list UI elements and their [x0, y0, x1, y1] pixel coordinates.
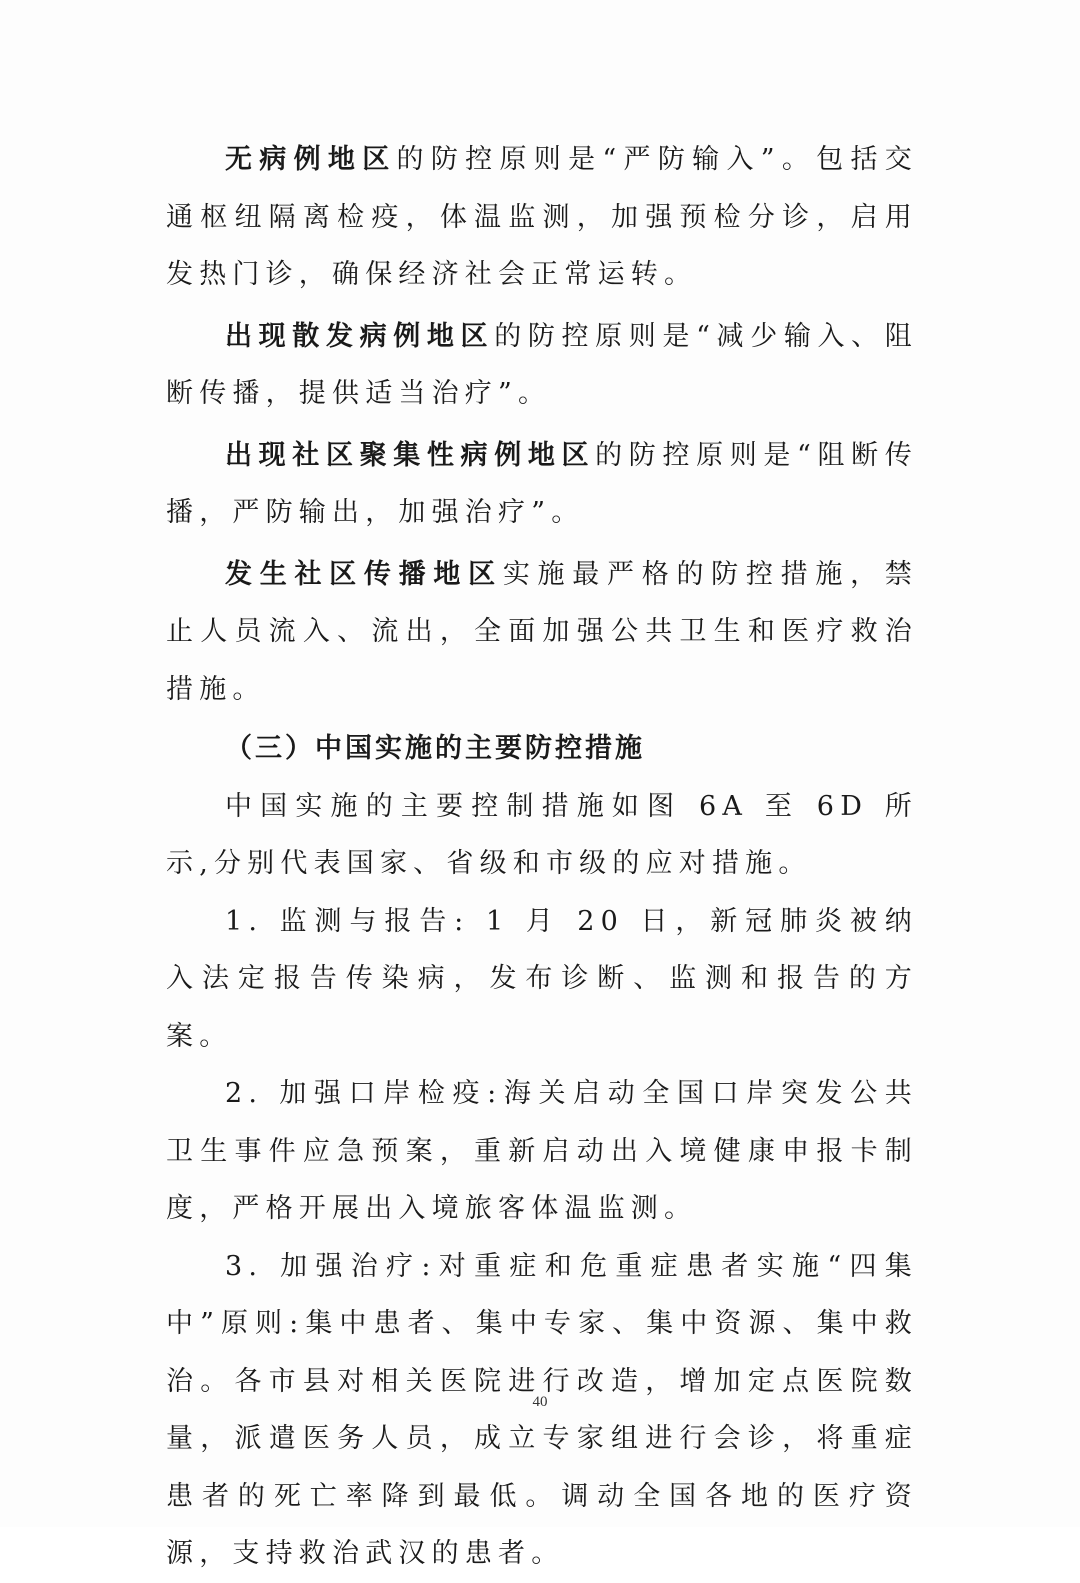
- section-heading: （三）中国实施的主要防控措施: [225, 733, 645, 764]
- paragraph-surveillance-reporting: 1. 监测与报告: 1 月 20 日，新冠肺炎被纳入法定报告传染病，发布诊断、监测和报告的方案。: [166, 905, 918, 1052]
- document-body: [166, 131, 918, 1583]
- paragraph-text: 实施最严格的防控措施，禁止人员流入、流出，全面加强公共卫生和医疗救治措施。: [166, 558, 918, 705]
- paragraph-measures-intro: 中国实施的主要控制措施如图 6A 至 6D 所示,分别代表国家、省级和市级的应对措施。: [166, 790, 918, 879]
- paragraph-bold-lead: 无病例地区: [225, 144, 397, 175]
- page-number: 40: [532, 1394, 548, 1410]
- paragraph-bold-lead: 出现社区聚集性病例地区: [225, 439, 596, 471]
- paragraph-bold-lead: 发生社区传播地区: [225, 558, 503, 590]
- paragraph-text: 的防控原则是“阻断传播，严防输出，加强治疗”。: [166, 439, 919, 528]
- paragraph-bold-lead: 出现散发病例地区: [225, 320, 495, 352]
- paragraph-text: 的防控原则是“减少输入、阻断传播，提供适当治疗”。: [166, 320, 918, 409]
- paragraph-text: 的防控原则是“严防输入”。包括交通枢纽隔离检疫，体温监测，加强预检分诊，启用发热门诊，确保经济社会正常运转。: [166, 144, 918, 290]
- paragraph-sporadic-case-areas: [166, 308, 918, 423]
- paragraph-community-transmission-areas: [166, 546, 918, 719]
- paragraph-cluster-case-areas: [166, 427, 918, 542]
- paragraph-port-quarantine: 2. 加强口岸检疫:海关启动全国口岸突发公共卫生事件应急预案，重新启动出入境健康申报卡制度，严格开展出入境旅客体温监测。: [166, 1078, 918, 1224]
- paragraph-no-case-areas: [166, 131, 918, 304]
- paragraph-strengthen-treatment: 3. 加强治疗:对重症和危重症患者实施“四集中”原则:集中患者、集中专家、集中资源、集中救治。各市县对相关医院进行改造，增加定点医院数量，派遣医务人员，成立专家组进行会诊，将重症患者的死亡率降到最低。调动全国各地的医疗资源，支持救治武汉的患者。: [166, 1250, 918, 1569]
